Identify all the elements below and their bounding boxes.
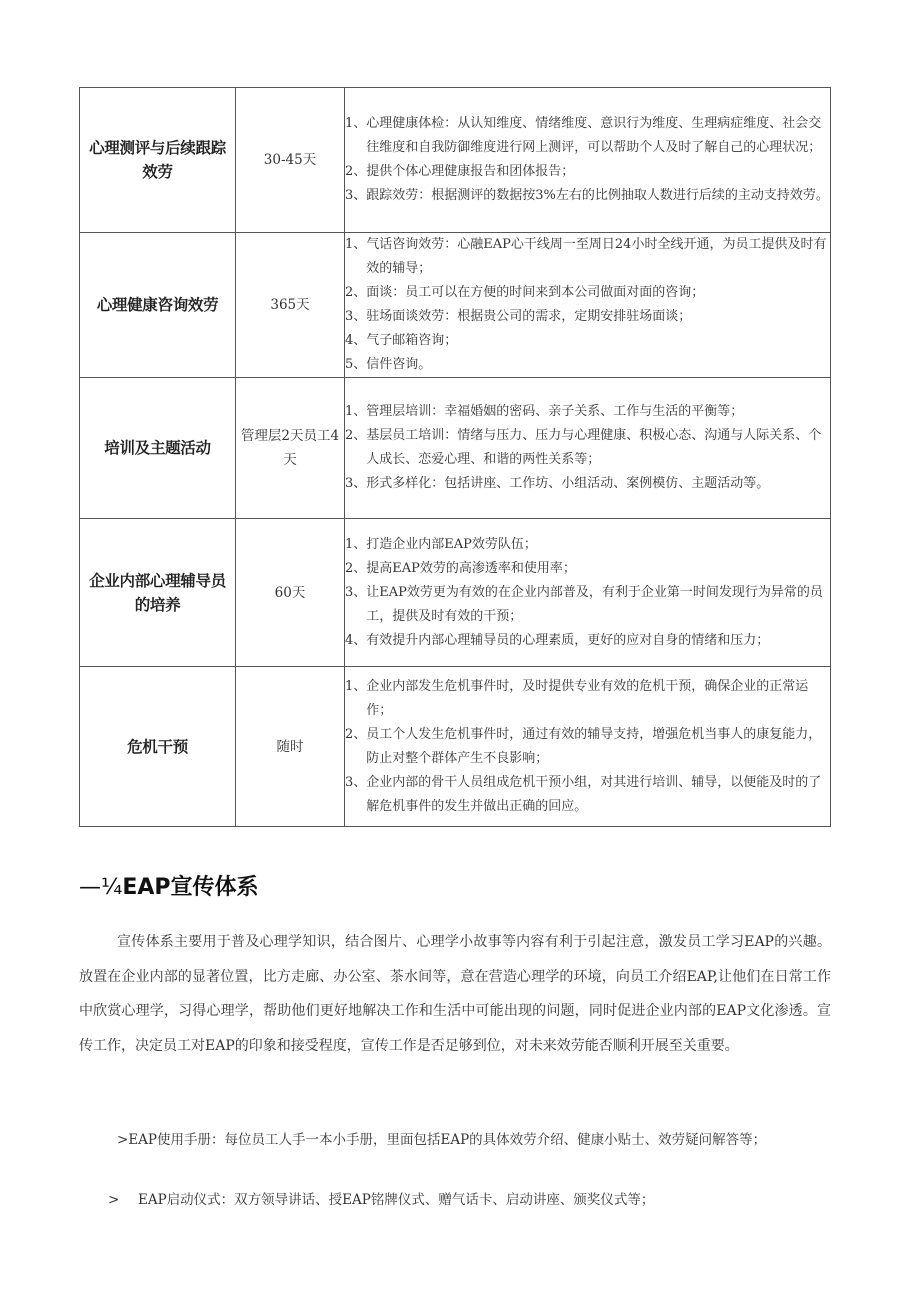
- service-name-text: 企业内部心理辅导员的培养: [89, 571, 226, 614]
- item-text: 管理层培训：幸福婚姻的密码、亲子关系、工作与生活的平衡等；: [366, 404, 744, 419]
- item-text: 气子邮箱咨询；: [366, 333, 458, 348]
- list-item: [345, 329, 830, 353]
- service-name: [80, 519, 236, 667]
- bullet-text: EAP启动仪式：双方领导讲话、授EAP铭牌仪式、赠气话卡、启动讲座、颁奖仪式等；: [138, 1192, 655, 1208]
- item-text: 提高EAP效劳的高渗透率和使用率；: [366, 560, 576, 576]
- bullet-item: [117, 1128, 766, 1148]
- list-item: [345, 184, 830, 208]
- item-number: 1、: [345, 237, 367, 252]
- service-description: [345, 378, 831, 519]
- service-name-text: 危机干预: [127, 737, 188, 756]
- section-title: EAP宣传体系: [122, 875, 259, 900]
- service-duration-text: 管理层2天员工4天: [240, 428, 340, 468]
- list-item: [345, 233, 830, 281]
- section-heading: [79, 870, 259, 901]
- item-text: 信件咨询。: [366, 357, 432, 372]
- list-item: [345, 581, 830, 629]
- item-text: 跟踪效劳：根据测评的数据按3%左右的比例抽取人数进行后续的主动支持效劳。: [366, 188, 829, 203]
- service-duration: 30-45天: [236, 88, 345, 233]
- item-number: 1、: [345, 536, 367, 552]
- service-duration: [236, 378, 345, 519]
- item-number: 3、: [345, 188, 367, 203]
- list-item: [345, 305, 830, 329]
- item-text: 心理健康体检：从认知维度、情绪维度、意识行为维度、生理病症维度、社会交往维度和自我防御维度进行网上测评，可以帮助个人及时了解自己的心理状况；: [366, 116, 822, 155]
- item-number: 3、: [345, 774, 367, 790]
- item-text: 企业内部的骨干人员组成危机干预小组，对其进行培训、辅导，以便能及时的了解危机事件的发生并做出正确的回应。: [366, 774, 822, 814]
- service-description: [345, 519, 831, 667]
- table-row: [80, 519, 831, 667]
- item-number: 2、: [345, 560, 367, 576]
- item-number: 3、: [345, 476, 367, 491]
- list-item: [345, 160, 830, 184]
- service-name-text: 心理测评与后续跟踪效劳: [89, 139, 226, 181]
- item-text: 员工个人发生危机事件时，通过有效的辅导支持，增强危机当事人的康复能力，防止对整个群体产生不良影响；: [366, 726, 822, 766]
- list-item: [345, 533, 830, 557]
- service-duration: 60天: [236, 519, 345, 667]
- service-table: [79, 87, 831, 827]
- service-description: [345, 88, 831, 233]
- service-duration: 365天: [236, 233, 345, 378]
- list-item: [345, 771, 830, 819]
- service-name: [80, 378, 236, 519]
- item-number: 4、: [345, 632, 367, 648]
- item-number: 1、: [345, 404, 367, 419]
- bullet-text: EAP使用手册：每位员工人手一本小手册，里面包括EAP的具体效劳介绍、健康小贴士、效劳疑问解答等；: [128, 1132, 767, 1148]
- table-row: [80, 667, 831, 827]
- item-text: 企业内部发生危机事件时，及时提供专业有效的危机干预，确保企业的正常运作；: [366, 678, 809, 718]
- item-text: 气话咨询效劳：心融EAP心干线周一至周日24小时全线开通，为员工提供及时有效的辅导；: [366, 237, 827, 276]
- body-paragraph: 宣传体系主要用于普及心理学知识，结合图片、心理学小故事等内容有利于引起注意，激发员工学习EAP的兴趣。放置在企业内部的显著位置，比方走廊、办公室、茶水间等，意在营造心理学的环境，向员工介绍EAP,让他们在日常工作中欣赏心理学，习得心理学，帮助他们更好地解决工作和生活中可能出现的问题，同时促进企业内部的EAP文化渗透。宣传工作，决定员工对EAP的印象和接受程度，宣传工作是否足够到位，对未来效劳能否顺利开展至关重要。: [79, 934, 831, 1054]
- item-text: 让EAP效劳更为有效的在企业内部普及，有利于企业第一时间发现行为异常的员工，提供及时有效的干预；: [366, 584, 823, 624]
- item-text: 基层员工培训：情绪与压力、压力与心理健康、积极心态、沟通与人际关系、个人成长、恋爱心理、和谐的两性关系等；: [366, 428, 822, 467]
- list-item: [345, 424, 830, 472]
- table-row: [80, 233, 831, 378]
- list-item: [345, 353, 830, 377]
- item-number: 2、: [345, 428, 367, 443]
- item-number: 1、: [345, 678, 367, 694]
- service-name: [80, 233, 236, 378]
- item-text: 面谈：员工可以在方便的时间来到本公司做面对面的咨询；: [366, 285, 705, 300]
- list-item: [345, 557, 830, 581]
- list-item: [345, 723, 830, 771]
- service-name-text: 培训及主题活动: [104, 439, 211, 457]
- item-text: 提供个体心理健康报告和团体报告；: [366, 164, 575, 179]
- bullet-item: [108, 1188, 654, 1208]
- item-number: 2、: [345, 164, 367, 179]
- bullet-marker: >: [108, 1192, 120, 1208]
- item-number: 3、: [345, 584, 367, 600]
- list-item: [345, 400, 830, 424]
- service-name: [80, 88, 236, 233]
- service-name-text: 心理健康咨询效劳: [96, 296, 219, 314]
- list-item: [345, 112, 830, 160]
- item-text: 有效提升内部心理辅导员的心理素质，更好的应对自身的情绪和压力；: [366, 632, 770, 648]
- list-item: [345, 675, 830, 723]
- bullet-marker: >: [117, 1132, 129, 1148]
- item-number: 5、: [345, 357, 367, 372]
- item-number: 2、: [345, 285, 367, 300]
- list-item: [345, 629, 830, 653]
- service-name: [80, 667, 236, 827]
- table-row: [80, 88, 831, 233]
- service-duration: 随时: [236, 667, 345, 827]
- item-text: 形式多样化：包括讲座、工作坊、小组活动、案例模仿、主题活动等。: [366, 476, 770, 491]
- service-description: [345, 667, 831, 827]
- item-number: 3、: [345, 309, 367, 324]
- service-description: [345, 233, 831, 378]
- item-text: 打造企业内部EAP效劳队伍；: [366, 536, 537, 552]
- item-text: 驻场面谈效劳：根据贵公司的需求，定期安排驻场面谈；: [366, 309, 692, 324]
- table-row: [80, 378, 831, 519]
- item-number: 1、: [345, 116, 367, 131]
- list-item: [345, 472, 830, 496]
- item-number: 4、: [345, 333, 367, 348]
- section-prefix: —¼: [79, 875, 123, 900]
- item-number: 2、: [345, 726, 367, 742]
- list-item: [345, 281, 830, 305]
